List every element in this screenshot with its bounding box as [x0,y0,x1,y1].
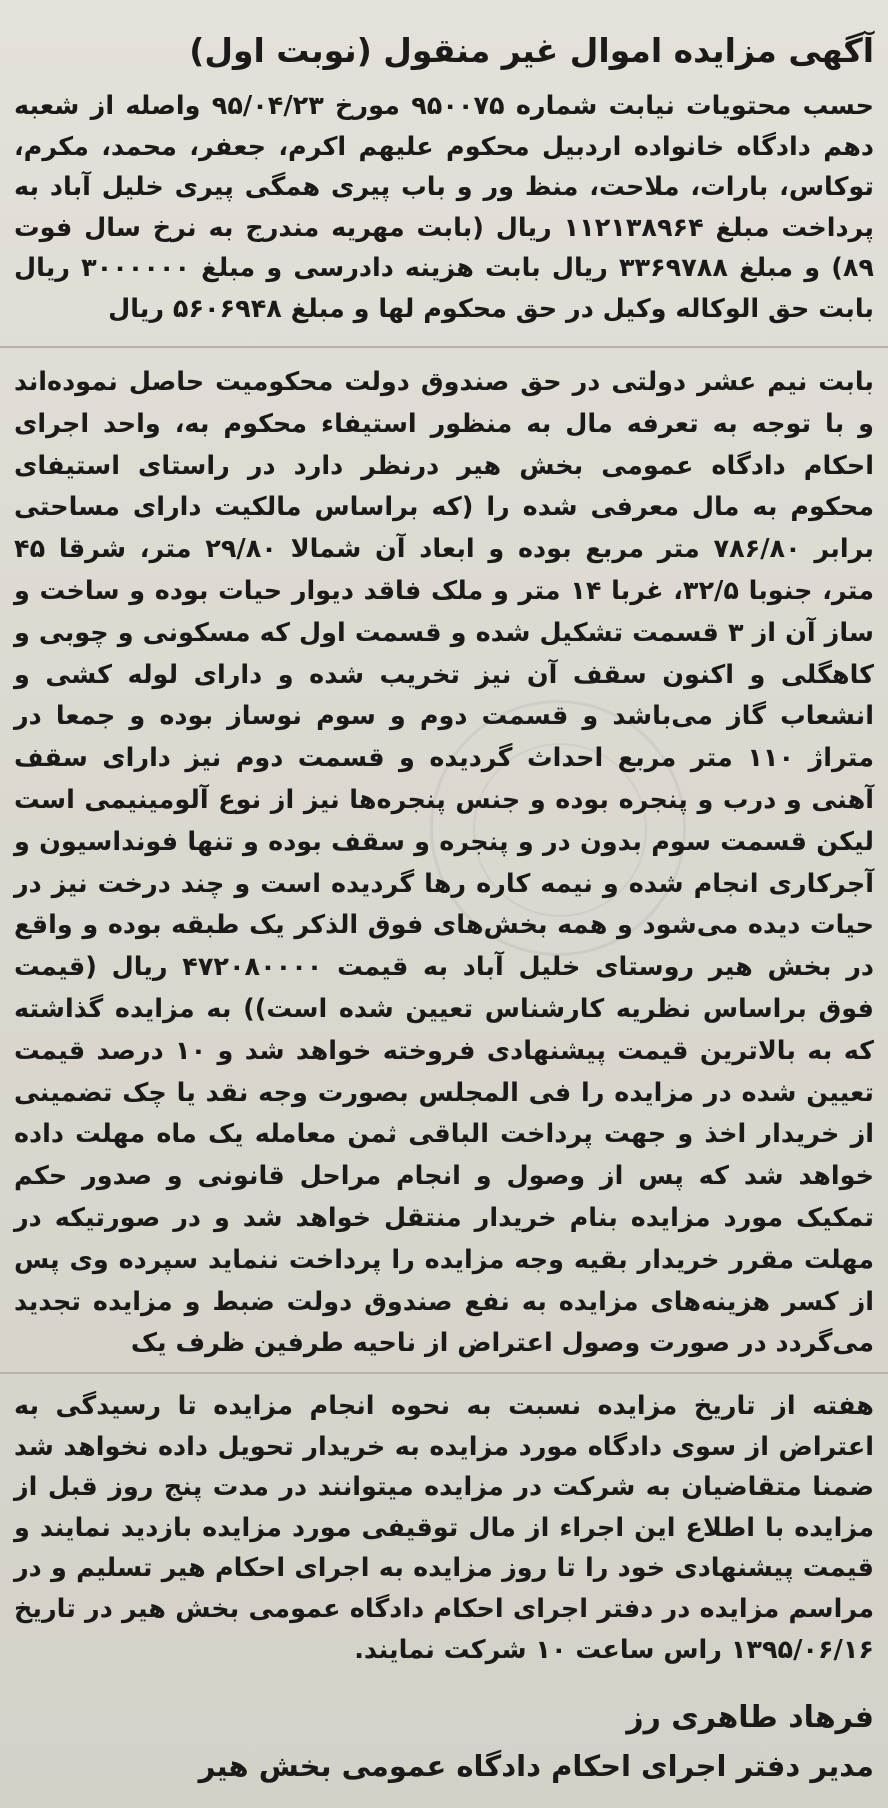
notice-paragraph-1: حسب محتویات نیابت شماره ۹۵۰۰۷۵ مورخ ۹۵/۰۴/۲۳ واصله از شعبه دهم دادگاه خانواده اردبیل محکوم علیهم اکرم، جعفر، محمد، مکرم، توکاس، بارات، ملاحت، منظ ور و باب پیری همگی پیری خلیل آباد به پرداخت مبلغ ۱۱۲۱۳۸۹۶۴ ریال (بابت مهریه مندرج به نرخ سال فوت ۸۹) و مبلغ ۳۳۶۹۷۸۸ ریال بابت هزینه دادرسی و مبلغ ۳۰۰۰۰۰۰ ریال بابت حق الوکاله وکیل در حق محکوم لها و مبلغ ۵۶۰۶۹۴۸ ریال [14,91,875,324]
column-divider-2 [0,1372,888,1374]
notice-paragraph-3: هفته از تاریخ مزایده نسبت به نحوه انجام مزایده تا رسیدگی به اعتراض از سوی دادگاه مورد مزایده به خریدار تحویل داده نخواهد شد ضمنا متقاضیان به شرکت در مزایده میتوانند در مدت پنج روز قبل از مزایده با اطلاع این اجراء از مال توقیفی مورد مزایده بازدید نمایند و قیمت پیشنهادی خود را تا روز مزایده به اجرای احکام هیر تسلیم و در مراسم مزایده در دفتر اجرای احکام دادگاه عمومی بخش هیر در تاریخ ۱۳۹۵/۰۶/۱۶ راس ساعت ۱۰ شرکت نمایند. [14,1391,874,1665]
signatory-name: فرهاد طاهری رز [626,1700,874,1735]
notice-paragraph-2: بابت نیم عشر دولتی در حق صندوق دولت محکومیت حاصل نموده‌اند و با توجه به تعرفه مال به منظور استیفاء محکوم به، واحد اجرای احکام دادگاه عمومی بخش هیر درنظر دارد در راستای استیفای محکوم به مال معرفی شده را (که براساس مالکیت دارای مساحتی برابر ۷۸۶/۸۰ متر مربع بوده و ابعاد آن شمالا ۲۹/۸۰ متر، شرقا ۴۵ متر، جنوبا ۳۲/۵، غربا ۱۴ متر و ملک فاقد دیوار حیات بوده و ساخت و ساز آن از ۳ قسمت تشکیل شده و قسمت اول که مسکونی و چوبی و کاهگلی و اکنون سقف آن نیز تخریب شده و دارای لوله کشی و انشعاب گاز می‌باشد و قسمت دوم و سوم نوساز بوده و جمعا در متراژ ۱۱۰ متر مربع احداث گردیده و قسمت دوم نیز دارای سقف آهنی و درب و پنجره بوده و جنس پنجره‌ها نیز از نوع آلومینیمی است لیکن قسمت سوم بدون در و پنجره و سقف بوده و تنها فونداسیون و آجرکاری انجام شده و نیمه کاره رها گردیده است و چند درخت نیز در حیات دیده می‌شود و همه بخش‌های فوق الذکر یک طبقه بوده و واقع در بخش هیر روستای خلیل آباد به قیمت ۴۷۲۰۸۰۰۰۰ ریال (قیمت فوق براساس نظریه کارشناس تعیین شده است)) به مزایده گذاشته که به بالاترین قیمت پیشنهادی فروخته خواهد شد و ۱۰ درصد قیمت تعیین شده در مزایده را فی المجلس بصورت وجه نقد یا چک تضمینی از خریدار اخذ و جهت پرداخت الباقی ثمن معامله یک ماه مهلت داده خواهد شد که پس از وصول و انجام مراحل قانونی و صدور حکم تمکیک مورد مزایده بنام خریدار منتقل خواهد شد و در صورتیکه در مهلت مقرر خریدار بقیه وجه مزایده را پرداخت ننماید سپرده وی پس از کسر هزینه‌های مزایده به نفع صندوق دولت ضبط و مزایده تجدید می‌گردد در صورت وصول اعتراض از ناحیه طرفین ظرف یک [14,367,875,1359]
column-divider-1 [0,346,888,348]
notice-title: آگهی مزایده اموال غیر منقول (نوبت اول) [189,31,874,70]
signatory-title: مدیر دفتر اجرای احکام دادگاه عمومی بخش هیر [198,1749,874,1783]
